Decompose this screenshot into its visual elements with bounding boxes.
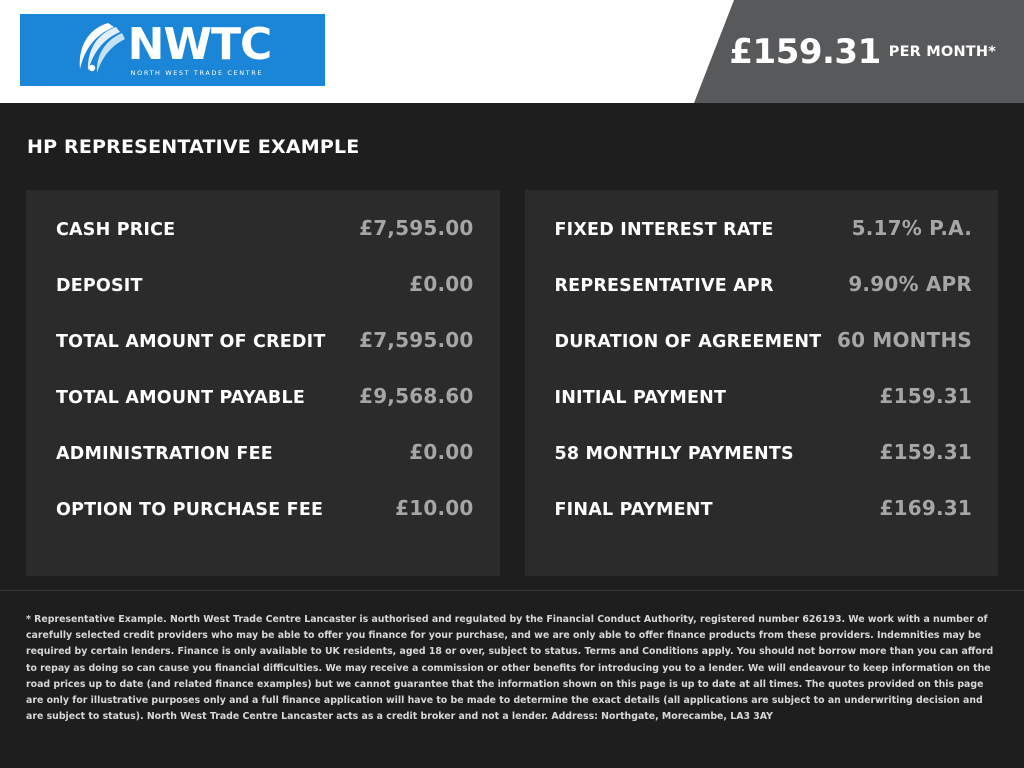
table-row bbox=[555, 328, 973, 384]
page-title: HP REPRESENTATIVE EXAMPLE bbox=[27, 136, 360, 158]
company-logo bbox=[20, 14, 325, 86]
row-value: £7,595.00 bbox=[359, 216, 474, 240]
table-row bbox=[56, 440, 474, 496]
disclaimer-text: * Representative Example. North West Trade Centre Lancaster is authorised and regulated by the Financial Conduct Authority, registered number 626193. We work with a number of carefully selected credit providers who may be able to offer you finance for your purchase, and we are only able to offer finance products from these providers. Indemnities may be required by certain lenders. Finance is only available to UK residents, aged 18 or over, subject to status. Terms and Conditions apply. You should not borrow more than you can afford to repay as doing so can cause you financial difficulties. We may receive a commission or other benefits for introducing you to a lender. We will endeavour to keep information on the road prices up to date (and related finance examples) but we cannot guarantee that the information shown on this page is up to date at all times. The quotes provided on this page are only for illustrative purposes only and a full finance application will have to be made to determine the exact details (all applications are subject to an underwriting decision and are subject to status). North West Trade Centre Lancaster acts as a credit broker and not a lender. Address: Northgate, Morecambe, LA3 3AY bbox=[26, 614, 994, 723]
row-label: CASH PRICE bbox=[56, 220, 176, 240]
table-row bbox=[555, 384, 973, 440]
row-value: £0.00 bbox=[409, 272, 474, 296]
row-value: £169.31 bbox=[879, 496, 972, 520]
row-label: OPTION TO PURCHASE FEE bbox=[56, 500, 324, 520]
page-header bbox=[0, 0, 1024, 103]
row-value: 60 MONTHS bbox=[836, 328, 972, 352]
logo-tagline: NORTH WEST TRADE CENTRE bbox=[130, 69, 264, 78]
logo-brand-text: NWTC bbox=[127, 19, 272, 71]
row-label: 58 MONTHLY PAYMENTS bbox=[554, 444, 794, 464]
price-period-label: PER MONTH* bbox=[888, 43, 996, 60]
row-label: FIXED INTEREST RATE bbox=[554, 220, 774, 240]
left-panel bbox=[26, 190, 500, 576]
row-label: ADMINISTRATION FEE bbox=[56, 444, 273, 464]
table-row bbox=[56, 272, 474, 328]
monthly-price-banner bbox=[694, 0, 1024, 103]
table-row bbox=[56, 496, 474, 552]
tyre-swoosh-icon bbox=[74, 21, 126, 79]
price-amount: £159.31 bbox=[729, 31, 881, 72]
table-row bbox=[555, 440, 973, 496]
row-value: 9.90% APR bbox=[848, 272, 972, 296]
divider bbox=[0, 590, 1024, 591]
row-value: £159.31 bbox=[879, 384, 972, 408]
table-row bbox=[555, 272, 973, 328]
table-row bbox=[555, 216, 973, 272]
finance-details-panels bbox=[26, 190, 998, 576]
row-value: £9,568.60 bbox=[359, 384, 474, 408]
row-label: DURATION OF AGREEMENT bbox=[554, 332, 822, 352]
table-row bbox=[555, 496, 973, 552]
row-value: 5.17% P.A. bbox=[851, 216, 972, 240]
row-label: REPRESENTATIVE APR bbox=[554, 276, 774, 296]
row-value: £10.00 bbox=[395, 496, 474, 520]
row-label: TOTAL AMOUNT OF CREDIT bbox=[56, 332, 326, 352]
table-row bbox=[56, 216, 474, 272]
row-value: £0.00 bbox=[409, 440, 474, 464]
table-row bbox=[56, 328, 474, 384]
row-label: FINAL PAYMENT bbox=[554, 500, 713, 520]
row-label: DEPOSIT bbox=[56, 276, 143, 296]
right-panel bbox=[525, 190, 999, 576]
row-label: INITIAL PAYMENT bbox=[554, 388, 727, 408]
row-value: £159.31 bbox=[879, 440, 972, 464]
row-value: £7,595.00 bbox=[359, 328, 474, 352]
row-label: TOTAL AMOUNT PAYABLE bbox=[56, 388, 305, 408]
table-row bbox=[56, 384, 474, 440]
